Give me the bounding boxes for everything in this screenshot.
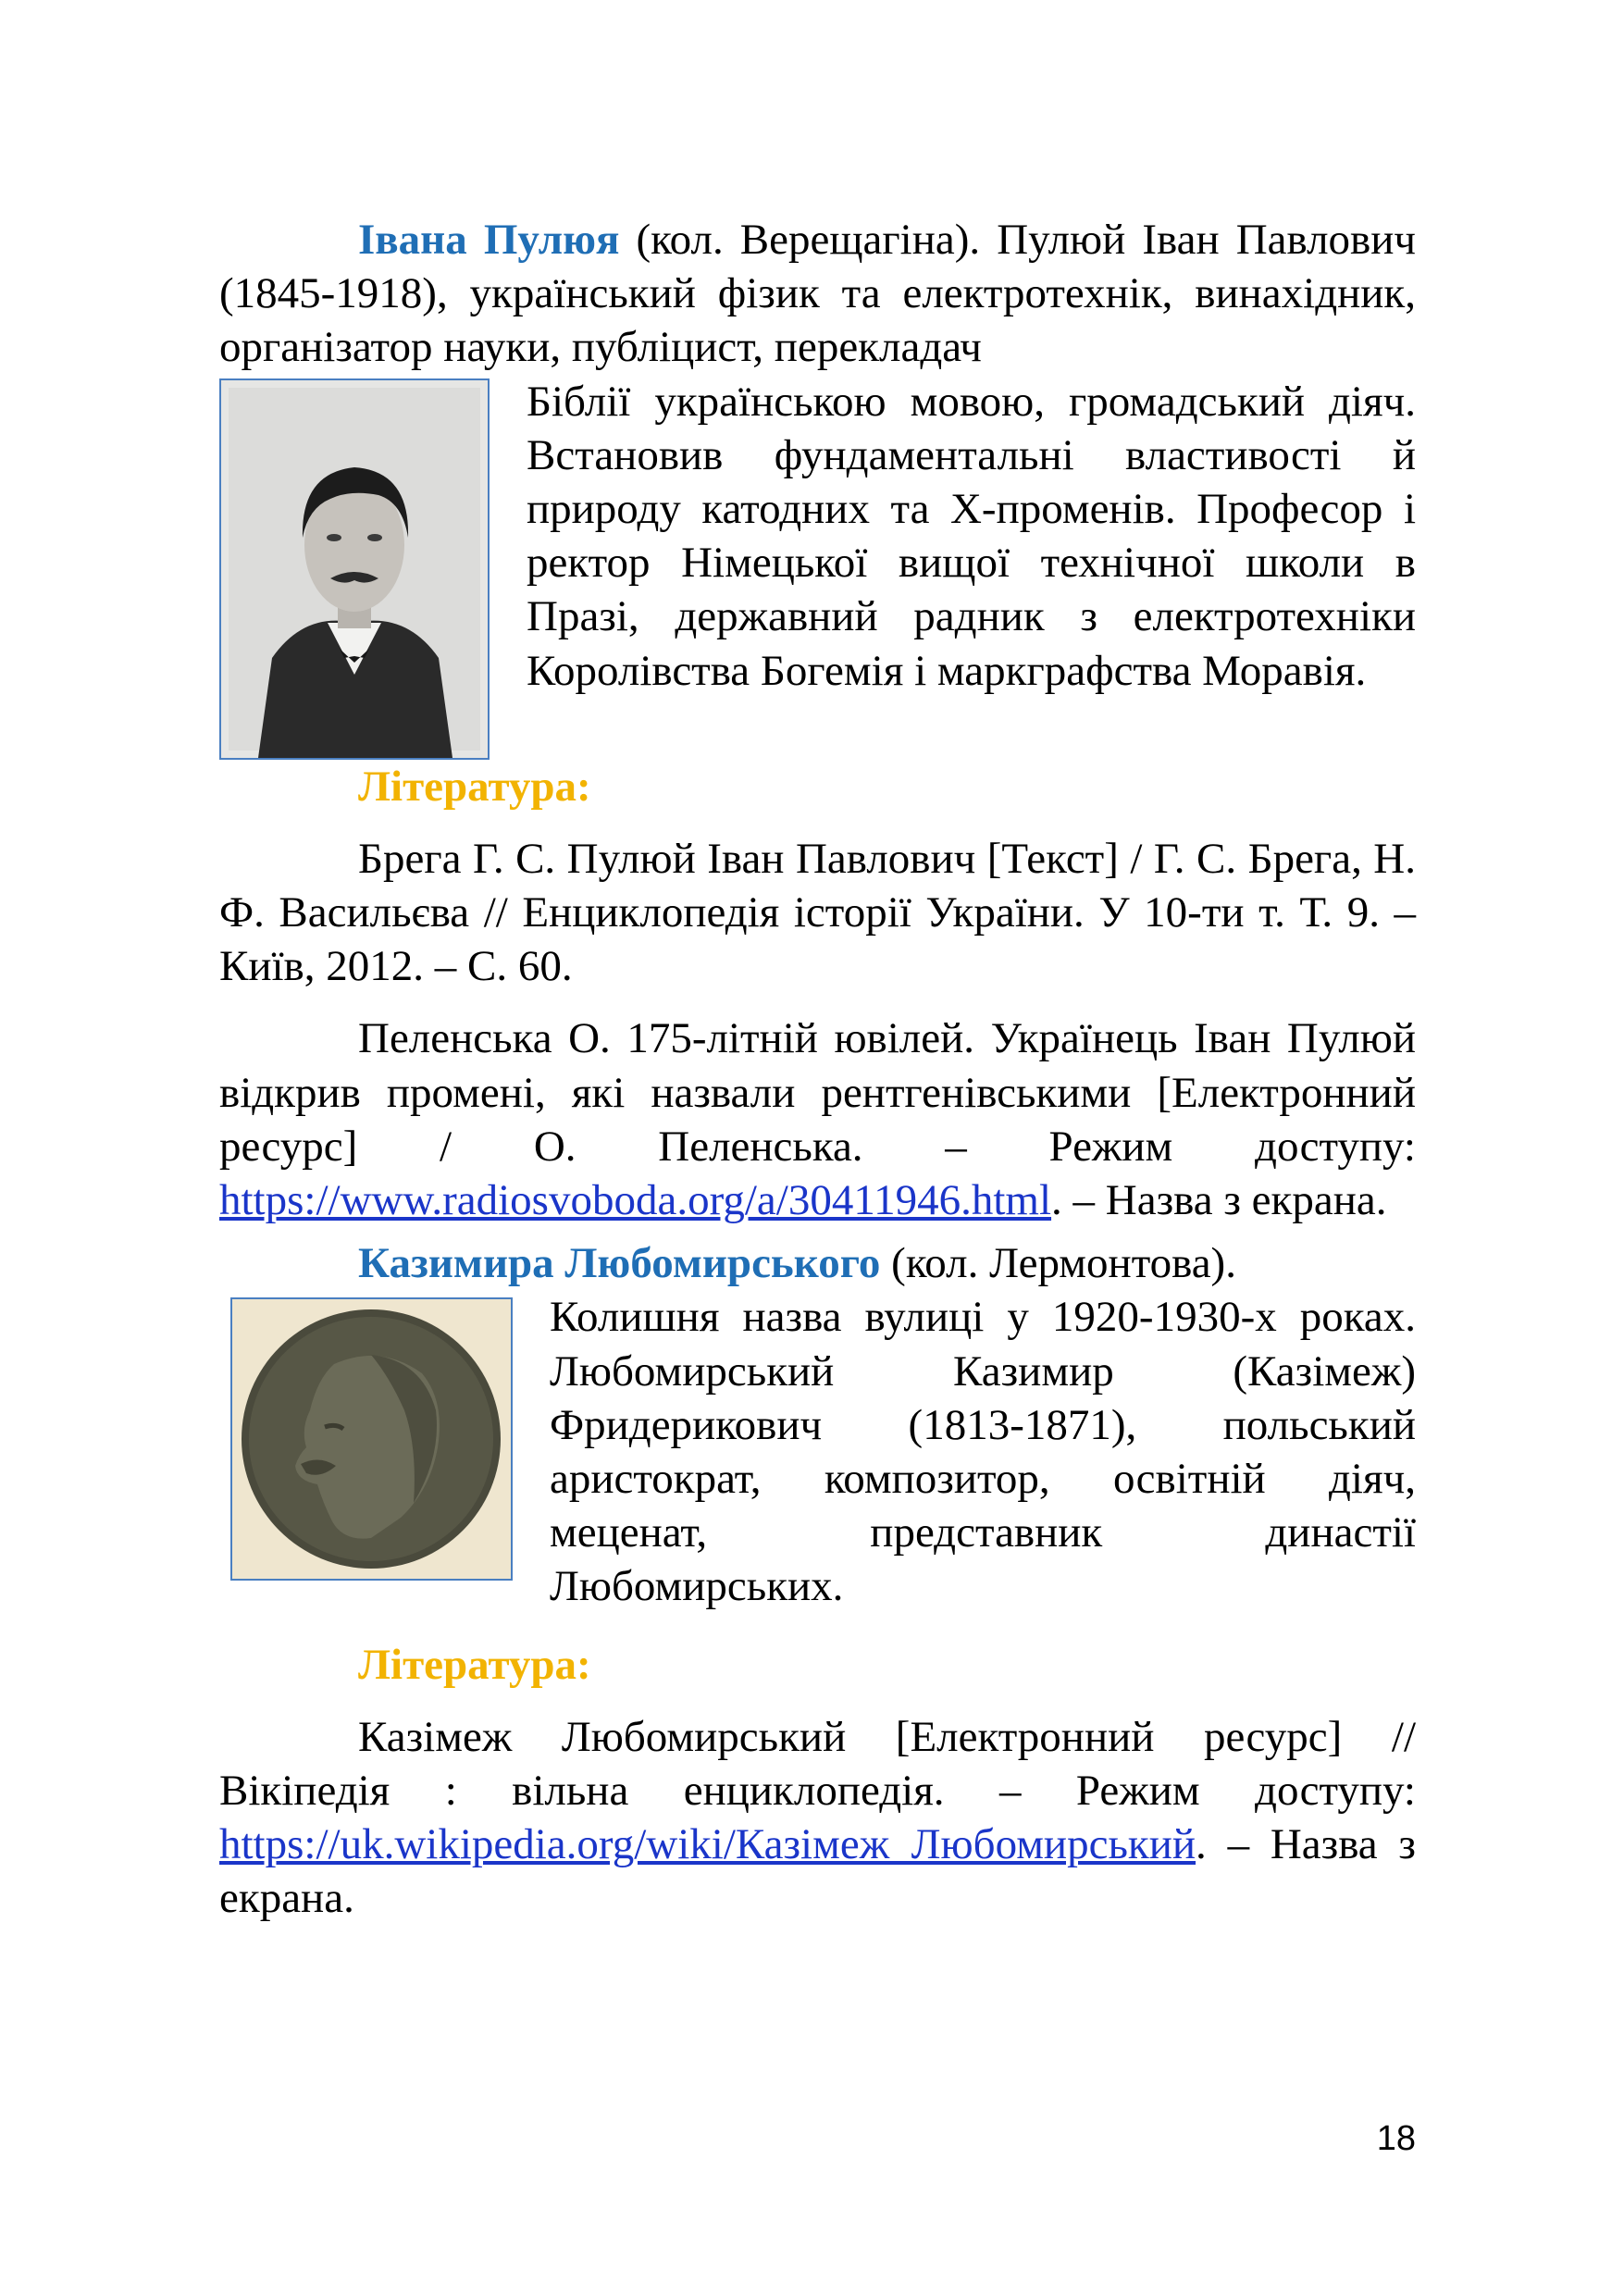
radiosvoboda-link[interactable]: https://www.radiosvoboda.org/a/30411946.html xyxy=(219,1176,1052,1225)
pulyui-reference-1: Брега Г. С. Пулюй Іван Павлович [Текст] / Г. С. Брега, Н. Ф. Васильєва // Енциклопедія історії України. У 10-ти т. Т. 9. – Київ, 2012. – С. 60. xyxy=(219,834,1416,991)
page-number: 18 xyxy=(1376,2119,1416,2158)
pulyui-description: Біблії українською мовою, громадський діяч. Встановив фундаментальні властивості й природу катодних та Х-променів. Професор і ректор Німецької вищої технічної школи в Празі, державний радник з електротехніки Королівства Богемія і маркграфства Моравія. xyxy=(527,377,1416,695)
lubomirski-reference-1-tail: . – Назва з екрана. xyxy=(219,1820,1416,1923)
lubomirski-medallion xyxy=(230,1297,513,1581)
lubomirski-intro-text: (кол. Лермонтова). xyxy=(880,1239,1236,1288)
pulyui-reference-2-text: Пеленська О. 175-літній ювілей. Українець Іван Пулюй відкрив промені, які назвали рентгенівськими [Електронний ресурс] / О. Пеленська. – Режим доступу: xyxy=(219,1014,1416,1171)
pulyui-reference-2-tail: . – Назва з екрана. xyxy=(1051,1176,1387,1225)
lubomirski-reference-1 xyxy=(219,1710,1416,1926)
lubomirski-reference-1-text: Казімеж Любомирський [Електронний ресурс] // Вікіпедія : вільна енциклопедія. – Режим доступу: xyxy=(219,1712,1416,1816)
lubomirski-intro xyxy=(219,1236,1416,1290)
pulyui-intro-text: (кол. Верещагіна). Пулюй Іван Павлович (1845-1918), український фізик та електротехнік, винахідник, організатор науки, публіцист, перекладач xyxy=(219,216,1417,372)
pulyui-name: Івана Пулюя xyxy=(358,216,620,264)
lubomirski-description: Колишня назва вулиці у 1920-1930-х роках. Любомирський Казимир (Казімеж) Фридерикович (1813-1871), польський аристократ, композитор, освітній діяч, меценат, представник династії Любомирських. xyxy=(550,1293,1416,1611)
pulyui-portrait xyxy=(219,378,490,760)
page-content xyxy=(219,213,1416,1926)
pulyui-literature-heading: Література: xyxy=(358,762,591,811)
lubomirski-literature-heading: Література: xyxy=(358,1640,591,1689)
pulyui-reference-2 xyxy=(219,1011,1416,1227)
lubomirski-name: Казимира Любомирського xyxy=(358,1239,881,1288)
pulyui-intro xyxy=(219,213,1416,375)
wikipedia-link[interactable]: https://uk.wikipedia.org/wiki/Казімеж_Любомирський xyxy=(219,1820,1196,1869)
